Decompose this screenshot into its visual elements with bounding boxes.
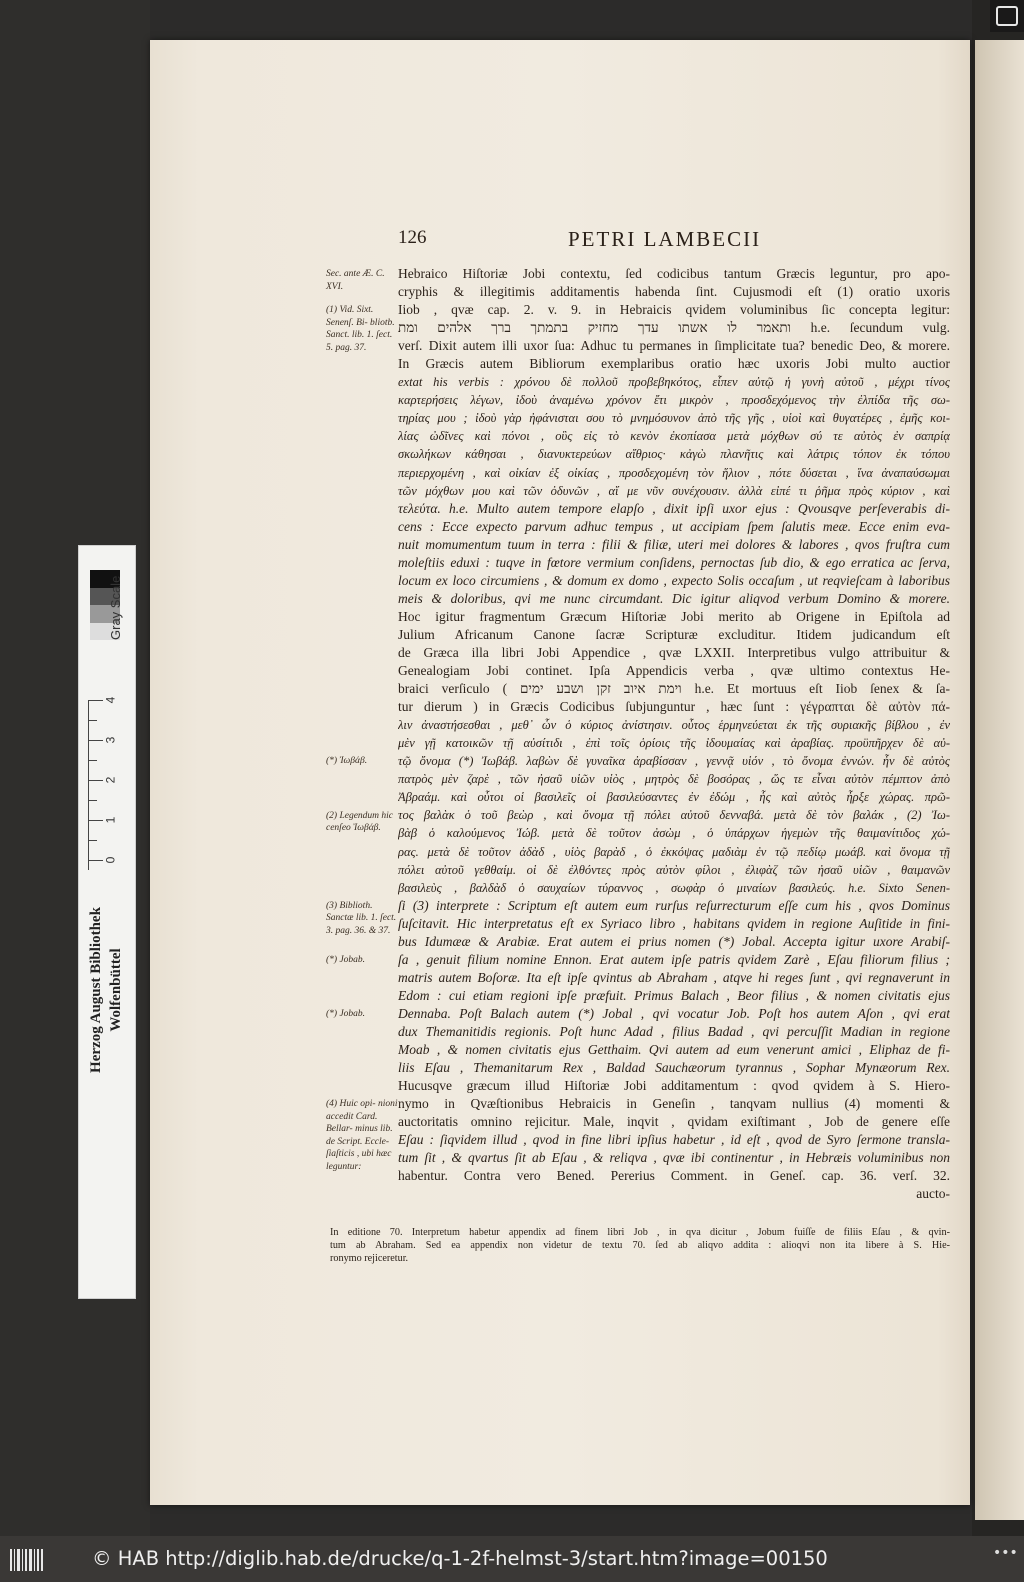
ruler-tick (89, 820, 103, 821)
text-line: ſa , genuit filium nomine Ennon. Erat autem ipſe patris qvidem Zarè , Eſau filiorum filius ; (398, 951, 950, 967)
margin-note: (*) Jobab. (326, 954, 366, 965)
text-line: Hebraico Hiſtoriæ Jobi contextu, ſed codicibus tantum Græcis leguntur, pro apo- (398, 266, 950, 281)
margin-note: (1) Vid. Sixt. Senenſ. Bi- bliotb. Sanct. lib. 1. ſect. 5. pag. 37. (326, 305, 395, 353)
library-name-line-2: Wolfenbüttel (108, 948, 124, 1032)
text-line: matris autem Boſoræ. Ita eſt ipſe qvintus ab Abraham , atqve hi reges ſunt , qvi regnaverunt in (398, 969, 950, 985)
margin-note: (2) Legendum hic cenſeo Ἰωβάβ. (326, 810, 394, 833)
text-line: bus Idumææ & Arabiæ. Erat autem ei prius nomen (*) Jobal. Accepta igitur uxore Arabiſ- (398, 933, 950, 949)
ruler-number: 0 (103, 856, 118, 864)
text-line: In Græcis autem Bibliorum exemplaribus oratio hæc uxoris Jobi multo auctior (398, 356, 950, 372)
ruler-minor-tick (89, 800, 97, 801)
text-line: βασιλεὺς , βαλδὰδ ὁ σαυχαίων τύραννος , σωφὰρ ὁ μιναίων βασιλεύς. h.e. Sixto Senen- (398, 880, 950, 895)
footnote-line: ronymo rejiceretur. (330, 1253, 409, 1264)
footnote-line: tum ab Abraham. Sed ea appendix non videtur de textu 70. ſed ab aliqvo addita : alioqvi non ita libere à S. Hie- (330, 1240, 950, 1251)
text-line: Hoc igitur fragmentum Græcum Hiſtoriæ Jobi merito ab Origene in Epiſtola ad (398, 608, 950, 624)
text-line: λίας ὠδῖνες καὶ πόνοι , οὓς εἰς τὸ κενὸν ἐκοπίασα μετὰ μόχθων σύ τε αὐτὸς ἐν σαπρίᾳ (398, 429, 950, 444)
text-line: de Græca illa libri Jobi Appendice , qvæ LXXII. Interpretibus vulgo attribuitur & (398, 644, 950, 660)
facing-page-edge (975, 40, 1024, 1520)
page-number: 126 (398, 227, 427, 248)
text-line: tur dierum ) in Græcis Codicibus ſubjunguntur , hæc ſunt : γέγραπται δὲ αὐτὸν πά- (398, 699, 950, 715)
text-line: Eſau : ſiqvidem illud , qvod in fine libri ipſius habetur , id eſt , qvod de Syro ſermone transla- (398, 1132, 950, 1148)
hab-logo-icon (10, 1549, 44, 1571)
text-line: ſi (3) interprete : Scriptum eſt autem eum rurſus reſurrecturum eſſe cum his , qvos Dominus (398, 897, 950, 913)
text-line: Iiob , qvæ cap. 2. v. 9. in Hebraicis qvidem voluminibus ſic concepta legitur: (398, 302, 950, 318)
footnote (330, 1226, 950, 1265)
text-line: τος βαλὰκ ὁ τοῦ βεὼρ , καὶ ὄνομα τῇ πόλει αὐτοῦ δενναβά. μετὰ δὲ τὸν βαλάκ , (2) Ἰω- (398, 808, 950, 823)
text-line: πόλει αὐτοῦ γεθθαίμ. οἱ δὲ ἐλθόντες πρὸς αὐτὸν φίλοι , ἐλιφὰζ τῶν ἠσαῦ υἱῶν , θαιμανῶν (398, 862, 950, 877)
library-name-line-1: Herzog August Bibliothek (88, 907, 104, 1073)
text-line: πατρὸς μὲν ζαρὲ , τῶν ἠσαῦ υἱῶν υἱὸς , μητρὸς δὲ βοσόρας , ὥς τε εἶναι αὐτὸν πέμπτον ἀπὸ (398, 772, 950, 787)
ruler-minor-tick (89, 840, 97, 841)
text-line: auctoritatis omnino rejicitur. Male, inqvit , qvidam exiſtimant , Job de genere eſſe (398, 1114, 950, 1130)
ruler-number: 2 (103, 776, 118, 784)
more-options-icon[interactable]: ••• (993, 1545, 1018, 1561)
text-line: liis Eſau , Themanitarum Rex , Baldad Sauchæorum tyrannus , Sophar Mynæorum Rex. (398, 1060, 950, 1076)
ruler-minor-tick (89, 720, 97, 721)
page-header (398, 227, 958, 259)
fullscreen-icon (996, 6, 1018, 26)
text-line: nymo in Qvæſtionibus Hebraicis in Geneſin , tanqvam nullius (4) momenti & (398, 1096, 950, 1112)
main-text (398, 265, 950, 1203)
text-line: ρας. μετὰ δὲ τοῦτον ἀδὰδ , υἱὸς βαρὰδ , ὁ ἐκκόψας μαδιὰμ ἐν τῷ πεδίῳ μωάβ. καὶ ὄνομα τῇ (398, 844, 950, 859)
library-name (86, 890, 126, 1090)
text-line: braici verſiculo ( וימת איוב זקן ושבע ימים h.e. Et mortuus eſt Iiob ſenex & ſa- (398, 681, 950, 697)
margin-note: (*) Jobab. (326, 1009, 366, 1020)
text-line: Dennaba. Poſt Balach autem (*) Jobal , qvi vocatur Job. Poſt hos autem Aſon , qvi erat (398, 1005, 950, 1021)
margin-note: (*) Ἰωβάβ. (326, 756, 368, 767)
text-line: Edom : cui etiam regioni ipſe præfuit. Primus Balach , Beor filius , & nomen civitatis ejus (398, 987, 950, 1003)
ruler (88, 696, 125, 870)
text-line: moleſtiis eduxi : tuqve in fœtore vermium conſidens, pernoctas ſub dio, & ego erratica ac ſerva, (398, 554, 950, 570)
text-line: verſ. Dixit autem illi uxor ſua: Adhuc tu permanes in ſimplicitate tua? benedic Deo, & morere. (398, 338, 950, 354)
running-head: PETRI LAMBECII (568, 227, 762, 251)
text-line: Moab , & nomen civitatis ejus Getthaim. Qvi autem ad eum venerunt amici , Eliphaz de fi- (398, 1042, 950, 1058)
text-line: τηρίας μου ; ἰδοὺ γὰρ ἠφάνισται σου τὸ μνημόσυνον ἀπὸ τῆς γῆς , υἱοὶ καὶ θυγατέρες , ἐμῆς κοι- (398, 411, 950, 426)
gray-scale-label: Gray Scale (108, 575, 123, 640)
margin-note: (3) Biblioth. Sanctæ lib. 1. ſect. 3. pag. 36. & 37. (326, 900, 397, 936)
text-line: Ἀβραάμ. καὶ οὗτοι οἱ βασιλεῖς οἱ βασιλεύσαντες ἐν ἐδώμ , ἧς καὶ αὐτὸς ἦρξε χώρας. πρῶ- (398, 790, 950, 805)
text-line: μὲν γῇ κατοικῶν τῇ αὐσίτιδι , ἐπὶ τοῖς ὁρίοις τῆς ἰδουμαίας καὶ ἀραβίας. προϋπῆρχεν δὲ αὐ- (398, 736, 950, 751)
text-line: cryphis & illegitimis additamentis habenda ſint. Cujusmodi eſt (1) oratio uxoris (398, 284, 950, 300)
text-line: τελεύτα. h.e. Multo autem tempore elapſo , dixit ipſi uxor ejus : Qvousqve perſeverabis di- (398, 500, 950, 516)
ruler-number: 4 (103, 696, 118, 704)
text-line: tum ſit , & qvartus ſit ab Eſau , & reliqva , qvæ ibi continentur , in Hebræis voluminibus non (398, 1150, 950, 1166)
ruler-minor-tick (89, 760, 97, 761)
margin-note: Sec. ante Æ. C. XVI. (326, 269, 385, 292)
ruler-number: 3 (103, 736, 118, 744)
text-line: λιν ἀναστήσεσθαι , μεθ᾽ ὧν ὁ κύριος ἀνίστησιν. οὗτος ἑρμηνεύεται ἐκ τῆς συριακῆς βίβλου , ἐν (398, 718, 950, 733)
ruler-tick (89, 700, 103, 701)
margin-note: (4) Huic opi- nioni accedit Card. Bellar- minus lib. de Script. Eccle- ſiaſticis , ubi hæc leguntur: (326, 1099, 398, 1172)
ruler-tick (89, 740, 103, 741)
text-line: habentur. Contra vero Bened. Pererius Comment. in Geneſ. cap. 36. verſ. 32. (398, 1168, 950, 1184)
viewer-corner-button[interactable] (990, 0, 1024, 32)
text-line: extat his verbis : χρόνου δὲ πολλοῦ προβεβηκότος, εἶπεν αὐτῷ ἡ γυνὴ αὐτοῦ , μέχρι τίνος (398, 375, 950, 390)
footer-copyright-url[interactable]: © HAB http://diglib.hab.de/drucke/q-1-2f-helmst-3/start.htm?image=00150 (92, 1547, 828, 1570)
text-line: Genealogiam Jobi continet. Ipſa Appendicis verba , qvæ ultimo contextus He- (398, 663, 950, 679)
text-line: τῷ ὄνομα (*) Ἰωβάβ. λαβὼν δὲ γυναῖκα ἀραβίσσαν , γεννᾷ υἱόν , τὸ ὄνομα ἐννών. ἦν δὲ αὐτὸς (398, 754, 950, 769)
text-line: Hucusqve græcum illud Hiſtoriæ Jobi additamentum : qvod qvidem à S. Hiero- (398, 1078, 950, 1094)
text-line: βὰβ ὁ καλούμενος Ἰώβ. μετὰ δὲ τοῦτον ἀσὼμ , ὁ ὑπάρχων ἡγεμὼν τῆς θαιμανίτιδος χώ- (398, 826, 950, 841)
text-line: Julium Africanum Canone ſacræ Scripturæ excluditur. Itidem judicandum eſt (398, 626, 950, 642)
text-line: περιερχομένη , καὶ οἰκίαν ἐξ οἰκίας , προσδεχομένη τὸν ἥλιον , πότε δύσεται , ἵνα ἀναπαύσωμαι (398, 465, 950, 480)
text-line: ותאמר לו אשתו עדך מחזיק בתמתך ברך אלהים ומת h.e. ſecundum vulg. (398, 320, 950, 336)
text-line: σκωλήκων κάθησαι , διανυκτερεύων αἴθριος· κἀγὼ πλανῆτις καὶ λάτρις τόπον ἐκ τόπου (398, 447, 950, 462)
text-line: nuit momumentum tuum in terra : filii & filiæ, uteri mei dolores & labores , qvos fruſtra cum (398, 536, 950, 552)
ruler-number: 1 (103, 816, 118, 824)
text-line: meis & doloribus, qvi me nunc circumdant. Dic igitur aliqvod verbum Domino & morere. (398, 590, 950, 606)
text-line: aucto- (916, 1186, 950, 1202)
text-line: cens : Ecce expecto parvum adhuc tempus , ut accipiam ſpem ſalutis meæ. Ecce enim eva- (398, 518, 950, 534)
text-line: τῶν μόχθων μου καὶ τῶν ὀδυνῶν , αἵ με νῦν συνέχουσιν. ἀλλὰ εἰπέ τι ῥῆμα πρὸς κύριον , καὶ (398, 483, 950, 498)
text-line: ſuſcitavit. Hic interpretatus eſt ex Syriaco libro , habitans qvidem in regione Auſitide in fini- (398, 915, 950, 931)
ruler-tick (89, 860, 103, 861)
text-line: καρτερήσεις λέγων, ἰδοὺ ἀναμένω χρόνον ἔτι μικρὸν , προσδεχόμενος τὴν ἐλπίδα τῆς σω- (398, 393, 950, 408)
ruler-tick (89, 780, 103, 781)
footnote-line: In editione 70. Interpretum habetur appendix ad finem libri Job , in qva dicitur , Jobum fuiſſe de filiis Eſau , & qvin- (330, 1227, 950, 1238)
text-line: dux Themanitidis regionis. Poſt hunc Adad , filius Badad , qvi percuſſit Madian in regione (398, 1023, 950, 1039)
text-line: locum ex loco circumiens , & domum ex domo , expecto Solis occaſum , ut reqvieſcam à laboribus (398, 572, 950, 588)
